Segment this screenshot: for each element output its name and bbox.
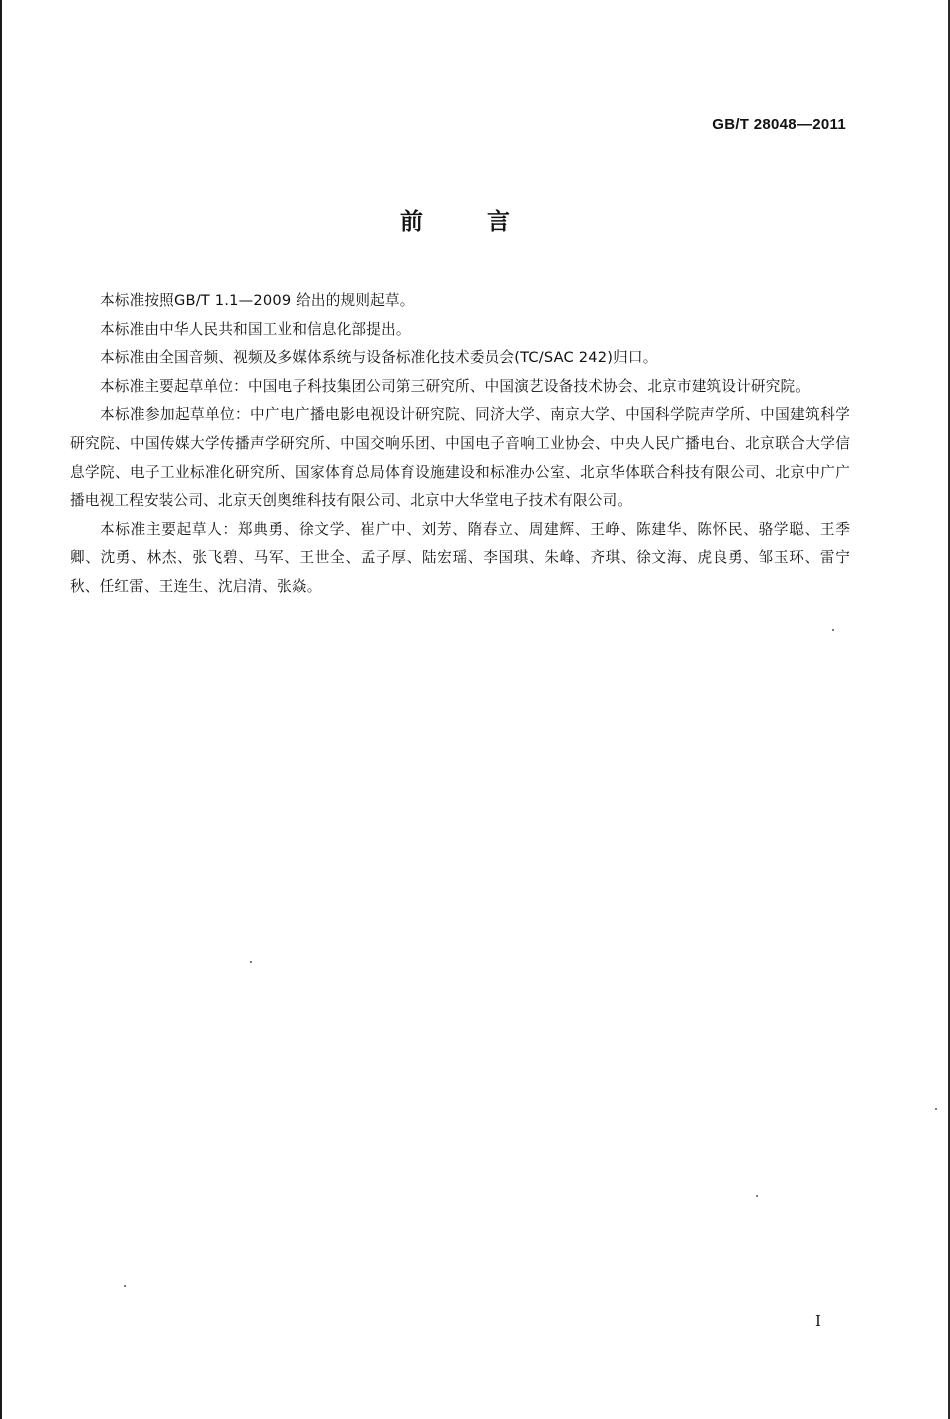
scan-speck	[832, 629, 834, 631]
scan-speck	[250, 961, 252, 963]
paragraph-main-drafting-units: 本标准主要起草单位：中国电子科技集团公司第三研究所、中国演艺设备技术协会、北京市建筑设计研究院。	[100, 377, 811, 395]
paragraph-participating-units: 本标准参加起草单位：中广电广播电影电视设计研究院、同济大学、南京大学、中国科学院声学所、中国建筑科学研究院、中国传媒大学传播声学研究所、中国交响乐团、中国电子音响工业协会、中央人民广播电台、北京联合大学信息学院、电子工业标准化研究所、国家体育总局体育设施建设和标准办公室、北京华体联合科技有限公司、北京中广广播电视工程安装公司、北京天创奥维科技有限公司、北京中大华堂电子技术有限公司。	[70, 406, 850, 510]
paragraph-proposer: 本标准由中华人民共和国工业和信息化部提出。	[100, 320, 411, 338]
scan-speck	[756, 1195, 758, 1197]
foreword-body	[70, 287, 850, 602]
paragraph-main-drafters: 本标准主要起草人：郑典勇、徐文学、崔广中、刘芳、隋春立、周建辉、王峥、陈建华、陈怀民、骆学聪、王季卿、沈勇、林杰、张飞碧、马军、王世全、孟子厚、陆宏瑶、李国琪、朱峰、齐琪、徐文海、虎良勇、邹玉环、雷宁秋、任红雷、王连生、沈启清、张焱。	[70, 520, 850, 595]
standard-number: GB/T 28048—2011	[712, 116, 846, 133]
scan-speck	[935, 1108, 937, 1110]
paragraph-committee: 本标准由全国音频、视频及多媒体系统与设备标准化技术委员会(TC/SAC 242)归口。	[100, 349, 658, 367]
page-number: I	[815, 1312, 821, 1330]
scan-speck	[124, 1285, 126, 1287]
page-title: 前言	[400, 209, 574, 235]
paragraph-drafting-rules: 本标准按照GB/T 1.1—2009 给出的规则起草。	[100, 292, 415, 309]
